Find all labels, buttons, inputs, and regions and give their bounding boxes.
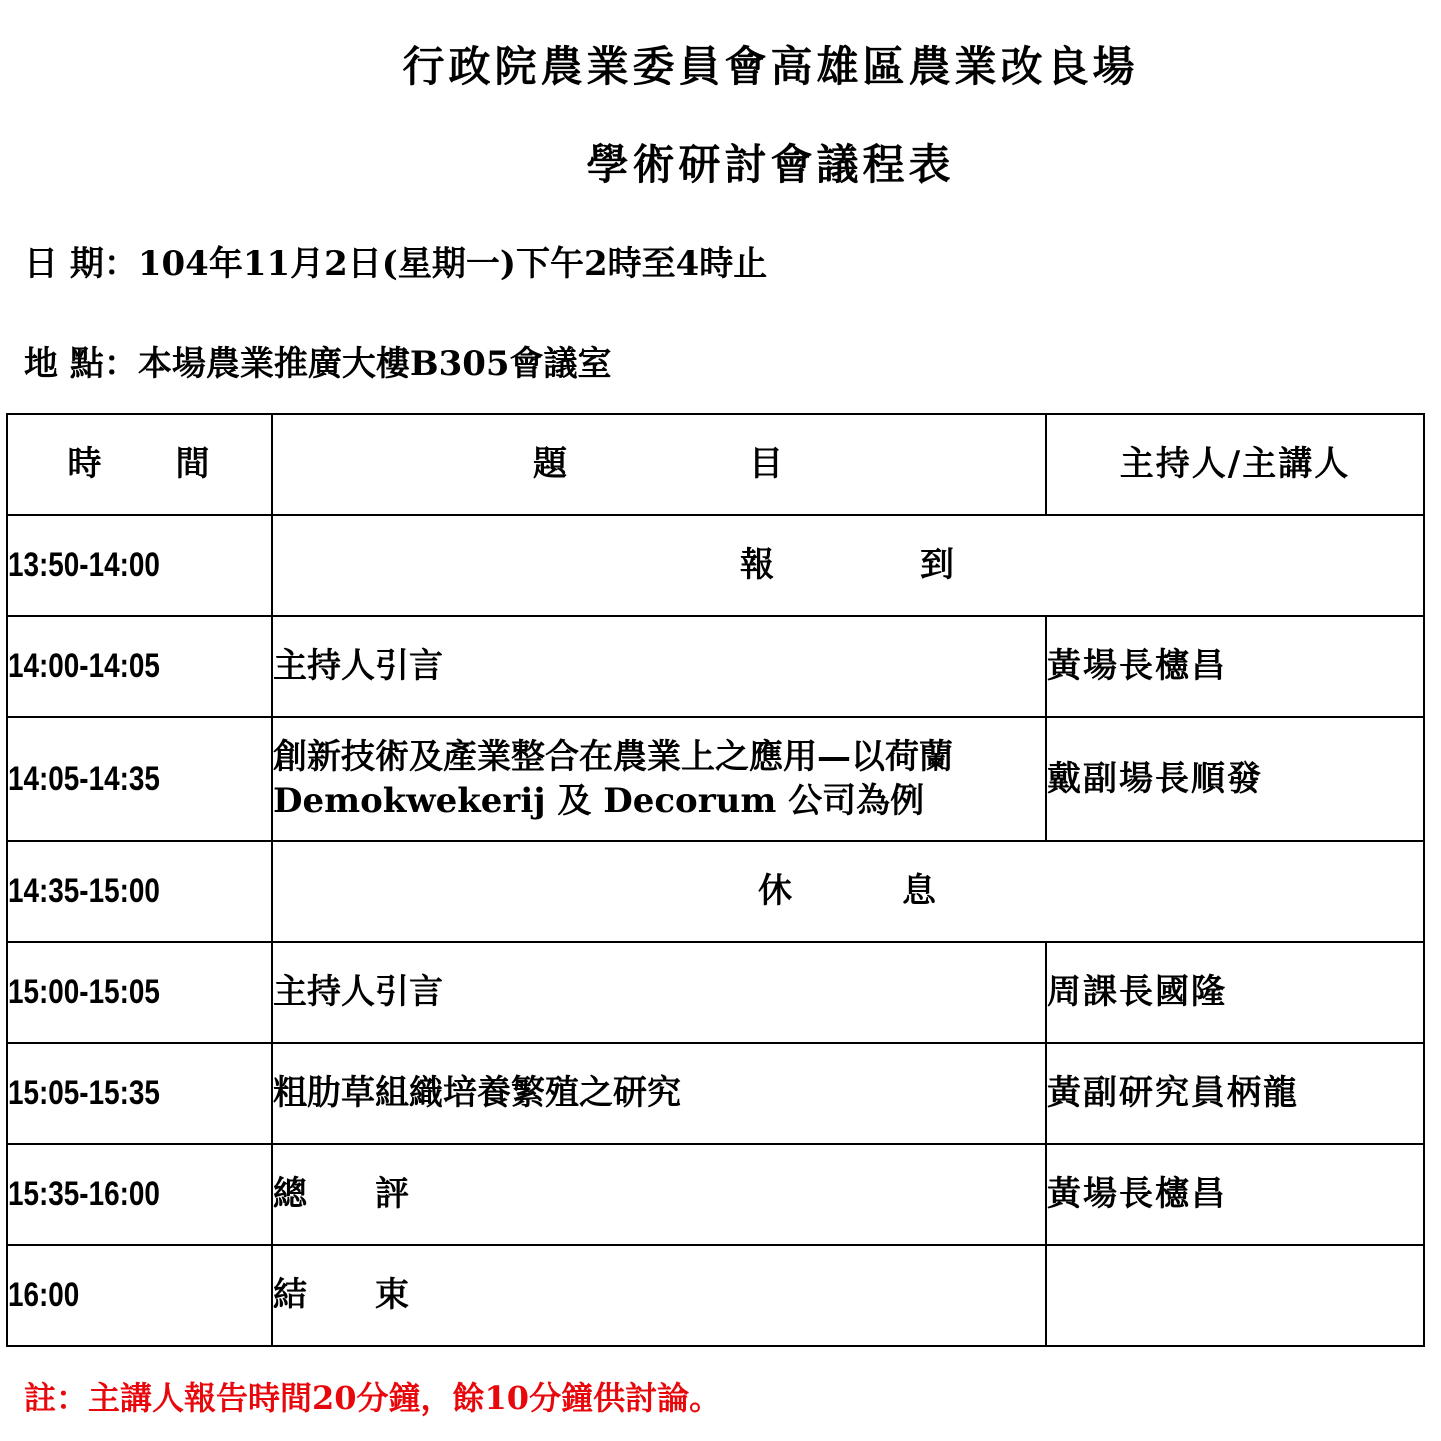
row-topic: 主持人引言 [272, 616, 1046, 717]
row-topic: 總 評 [272, 1144, 1046, 1245]
row-time: 15:05-15:35 [7, 1043, 272, 1144]
column-header-time: 時 間 [7, 414, 272, 515]
document-title-organization: 行政院農業委員會高雄區農業改良場 [402, 42, 1139, 91]
column-header-topic: 題 目 [272, 414, 1046, 515]
table-row [7, 841, 1424, 942]
table-row [7, 616, 1424, 717]
meeting-date [24, 244, 768, 284]
row-host: 黃場長櫶昌 [1046, 1144, 1424, 1245]
meeting-location [24, 344, 612, 384]
row-topic: 創新技術及產業整合在農業上之應用—以荷蘭 Demokwekerij 及 Decorum 公司為例 [272, 717, 1046, 841]
date-value: 104年11月2日(星期一)下午2時至4時止 [137, 244, 768, 284]
row-host [1046, 1245, 1424, 1346]
table-row [7, 942, 1424, 1043]
table-row [7, 515, 1424, 616]
table-row [7, 1043, 1424, 1144]
table-header-row [7, 414, 1424, 515]
row-host: 戴副場長順發 [1046, 717, 1424, 841]
row-host: 周課長國隆 [1046, 942, 1424, 1043]
column-header-host: 主持人/主講人 [1046, 414, 1424, 515]
row-time: 13:50-14:00 [7, 515, 272, 616]
row-time: 16:00 [7, 1245, 272, 1346]
table-row [7, 1144, 1424, 1245]
date-label: 日 期： [24, 244, 138, 284]
row-time: 14:05-14:35 [7, 717, 272, 841]
row-topic-break: 休 息 [272, 841, 1424, 942]
table-row [7, 717, 1424, 841]
place-label: 地 點： [24, 344, 138, 384]
place-value: 本場農業推廣大樓B305會議室 [137, 344, 612, 384]
row-topic: 主持人引言 [272, 942, 1046, 1043]
row-topic-registration: 報 到 [272, 515, 1424, 616]
table-row [7, 1245, 1424, 1346]
row-topic: 結 束 [272, 1245, 1046, 1346]
footnote: 註：主講人報告時間20分鐘，餘10分鐘供討論。 [24, 1379, 722, 1417]
row-topic: 粗肋草組織培養繁殖之研究 [272, 1043, 1046, 1144]
row-time: 14:35-15:00 [7, 841, 272, 942]
document-title-agenda: 學術研討會議程表 [586, 140, 955, 189]
row-host: 黃副研究員柄龍 [1046, 1043, 1424, 1144]
row-host: 黃場長櫶昌 [1046, 616, 1424, 717]
row-time: 15:35-16:00 [7, 1144, 272, 1245]
row-time: 14:00-14:05 [7, 616, 272, 717]
row-time: 15:00-15:05 [7, 942, 272, 1043]
agenda-table [6, 413, 1425, 1347]
